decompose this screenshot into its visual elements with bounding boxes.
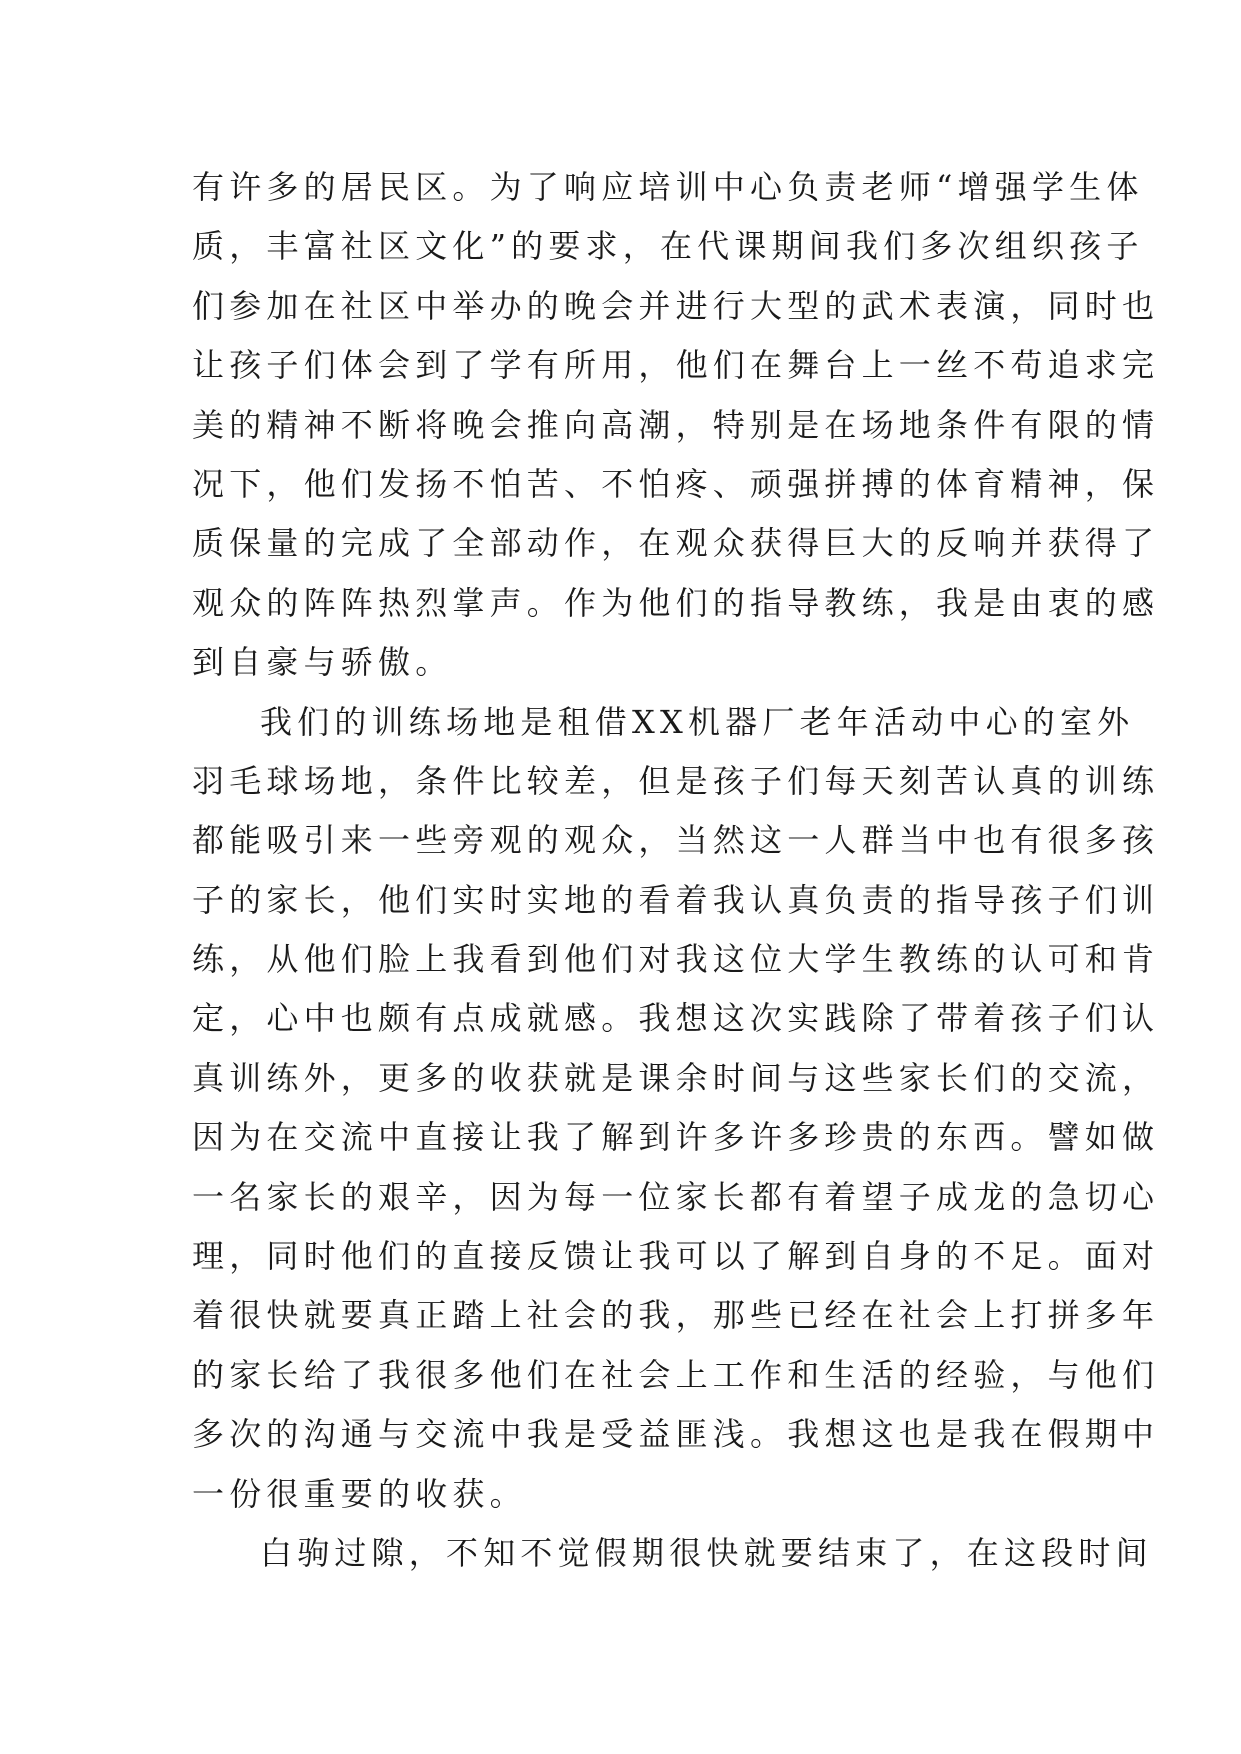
text-line: 一份很重要的收获。 bbox=[192, 1474, 527, 1513]
text-line: 质保量的完成了全部动作，在观众获得巨大的反响并获得了 bbox=[192, 524, 1160, 563]
text-line: 到自豪与骄傲。 bbox=[192, 643, 453, 682]
text-line: 质，丰富社区文化”的要求，在代课期间我们多次组织孩子 bbox=[192, 227, 1144, 266]
text-line: 定，心中也颇有点成就感。我想这次实践除了带着孩子们认 bbox=[192, 999, 1160, 1038]
text-line: 练，从他们脸上我看到他们对我这位大学生教练的认可和肯 bbox=[192, 940, 1160, 979]
text-line: 都能吸引来一些旁观的观众，当然这一人群当中也有很多孩 bbox=[192, 821, 1160, 860]
body-text bbox=[192, 158, 1160, 1583]
text-line: 真训练外，更多的收获就是课余时间与这些家长们的交流， bbox=[192, 1058, 1160, 1097]
text-line: 况下，他们发扬不怕苦、不怕疼、顽强拼搏的体育精神，保 bbox=[192, 464, 1160, 503]
paragraph-start-line: 白驹过隙，不知不觉假期很快就要结束了，在这段时间 bbox=[260, 1533, 1153, 1572]
text-line: 理，同时他们的直接反馈让我可以了解到自身的不足。面对 bbox=[192, 1237, 1160, 1276]
text-line: 让孩子们体会到了学有所用，他们在舞台上一丝不苟追求完 bbox=[192, 346, 1160, 385]
text-line: 观众的阵阵热烈掌声。作为他们的指导教练，我是由衷的感 bbox=[192, 583, 1160, 622]
text-line: 的家长给了我很多他们在社会上工作和生活的经验，与他们 bbox=[192, 1355, 1160, 1394]
text-line: 子的家长，他们实时实地的看着我认真负责的指导孩子们训 bbox=[192, 880, 1160, 919]
text-line: 一名家长的艰辛，因为每一位家长都有着望子成龙的急切心 bbox=[192, 1177, 1160, 1216]
text-line: 们参加在社区中举办的晚会并进行大型的武术表演，同时也 bbox=[192, 286, 1160, 325]
text-line: 着很快就要真正踏上社会的我，那些已经在社会上打拼多年 bbox=[192, 1296, 1160, 1335]
paragraph-start-line: 我们的训练场地是租借XX机器厂老年活动中心的室外 bbox=[260, 702, 1135, 741]
text-line: 有许多的居民区。为了响应培训中心负责老师“增强学生体 bbox=[192, 168, 1144, 206]
text-line: 美的精神不断将晚会推向高潮，特别是在场地条件有限的情 bbox=[192, 405, 1160, 444]
text-line: 多次的沟通与交流中我是受益匪浅。我想这也是我在假期中 bbox=[192, 1415, 1160, 1454]
text-line: 因为在交流中直接让我了解到许多许多珍贵的东西。譬如做 bbox=[192, 1118, 1160, 1157]
text-line: 羽毛球场地，条件比较差，但是孩子们每天刻苦认真的训练 bbox=[192, 761, 1160, 800]
